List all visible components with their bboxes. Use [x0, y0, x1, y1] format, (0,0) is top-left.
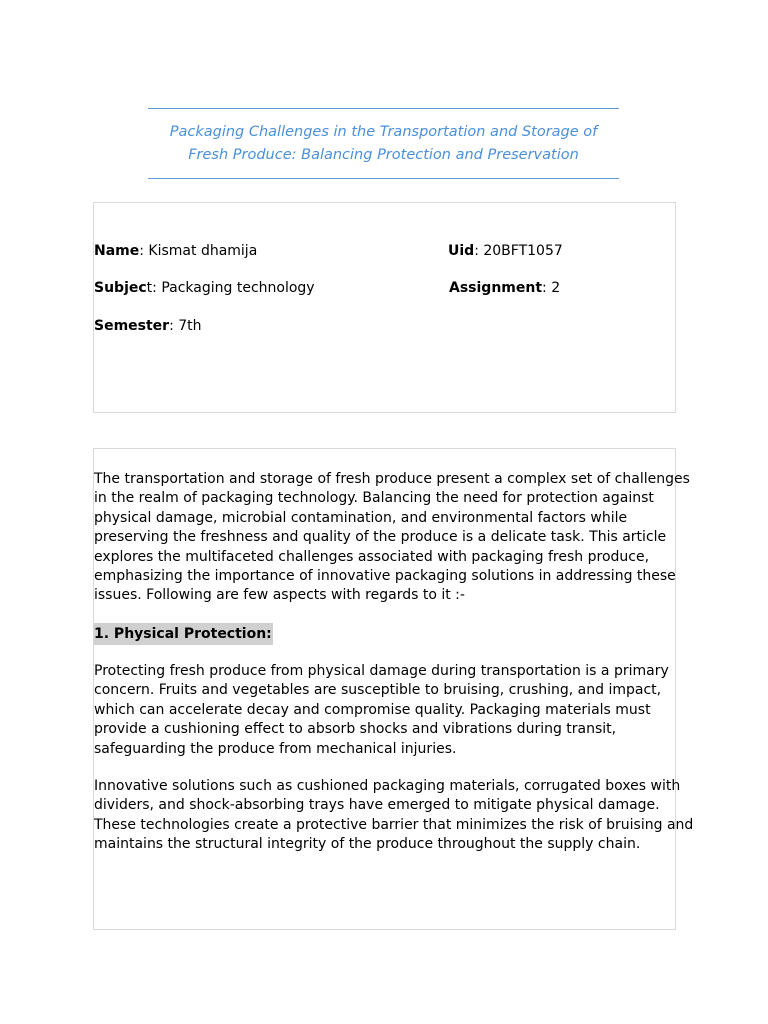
- assignment-label: Assignment: [449, 280, 543, 296]
- intro-line: physical damage, microbial contamination, and environmental factors while: [94, 509, 628, 526]
- intro-line: in the realm of packaging technology. Balancing the need for protection against: [94, 490, 654, 507]
- para1-line: safeguarding the produce from mechanical injuries.: [94, 740, 457, 757]
- intro-line: preserving the freshness and quality of the produce is a delicate task. This article: [94, 529, 667, 546]
- name-label: Name: [94, 243, 140, 259]
- subject-field: [94, 279, 315, 297]
- assignment-value: : 2: [542, 280, 561, 296]
- name-value: : Kismat dhamija: [139, 243, 258, 259]
- semester-label: Semester: [94, 318, 170, 334]
- intro-line: explores the multifaceted challenges associated with packaging fresh produce,: [94, 548, 650, 565]
- title-line-1: Packaging Challenges in the Transportation and Storage of: [169, 124, 598, 140]
- intro-line: The transportation and storage of fresh produce present a complex set of challenges: [94, 471, 690, 487]
- para2-line: maintains the structural integrity of the produce throughout the supply chain.: [94, 836, 641, 853]
- uid-label: Uid: [448, 243, 475, 259]
- name-field: [94, 242, 257, 260]
- para1-line: concern. Fruits and vegetables are susceptible to bruising, crushing, and impact,: [94, 682, 662, 699]
- semester-value: : 7th: [169, 318, 202, 334]
- intro-line: emphasizing the importance of innovative packaging solutions in addressing these: [94, 568, 676, 584]
- semester-field: [94, 317, 202, 335]
- para2-line: Innovative solutions such as cushioned packaging materials, corrugated boxes with: [94, 778, 681, 794]
- section-heading-physical-protection: 1. Physical Protection:: [94, 623, 273, 645]
- title-line-2: Fresh Produce: Balancing Protection and Preservation: [188, 147, 579, 163]
- subject-label: Subjec: [94, 280, 147, 296]
- para2-line: These technologies create a protective barrier that minimizes the risk of bruising and: [94, 816, 694, 833]
- uid-field: [448, 242, 563, 260]
- uid-value: : 20BFT1057: [474, 243, 563, 259]
- article-body: [93, 448, 694, 930]
- para1-line: provide a cushioning effect to absorb shocks and vibrations during transit,: [94, 721, 617, 738]
- para1-line: which can accelerate decay and compromise quality. Packaging materials must: [94, 701, 651, 718]
- student-info-box: [93, 202, 676, 413]
- assignment-field: [449, 279, 560, 297]
- para2-line: dividers, and shock-absorbing trays have emerged to mitigate physical damage.: [94, 797, 660, 814]
- para1-line: Protecting fresh produce from physical damage during transportation is a primary: [94, 663, 669, 679]
- subject-value: t: Packaging technology: [146, 280, 315, 296]
- intro-line: issues. Following are few aspects with regards to it :-: [94, 587, 465, 604]
- document-title: [148, 108, 619, 179]
